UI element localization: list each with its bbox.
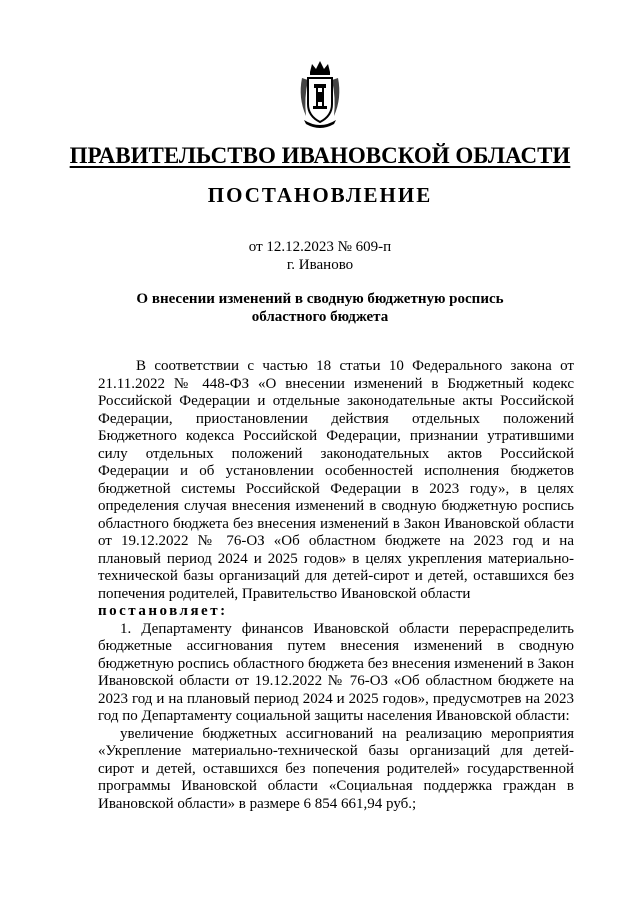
subject-line-1: О внесении изменений в сводную бюджетную роспись: [136, 291, 504, 307]
coat-of-arms-icon: [296, 58, 344, 130]
document-date-number: от 12.12.2023 № 609-п: [248, 239, 392, 255]
document-type: ПОСТАНОВЛЕНИЕ: [207, 183, 433, 207]
preamble-text: В соответствии с частью 18 статьи 10 Федерального закона от 21.11.2022 № 448-ФЗ «О внесении изменений в Бюджетный кодекс Российской Федерации и отдельные законодательные акты Российской Федерации, приостановлении действия отдельных положений Бюджетного кодекса Российской Федерации, признании утратившими силу отдельных положений законодательных актов Российской Федерации и об установлении особенностей исполнения бюджетов бюджетной системы Российской Федерации в 2023 году», в целях определения случая внесения изменений в сводную бюджетную роспись областного бюджета без внесения изменений в Закон Ивановской области от 19.12.2022 № 76-ОЗ «Об областном бюджете на 2023 год и на плановый период 2024 и 2025 годов» в целях укрепления материально-технической базы организаций для детей-сирот и детей, оставшихся без попечения родителей, Правительство Ивановской области: [98, 358, 574, 602]
document-city: г. Иваново: [286, 257, 354, 273]
document-body: [98, 358, 574, 813]
organization-title: [0, 142, 640, 170]
subject-line-2: областного бюджета: [251, 309, 389, 325]
preamble-paragraph: [98, 358, 574, 621]
resolves-word: постановляет:: [98, 603, 228, 619]
item-1-paragraph: 1. Департаменту финансов Ивановской области перераспределить бюджетные ассигнования путем внесения изменений в сводную бюджетную роспись областного бюджета без внесения изменений в Закон Ивановской области от 19.12.2022 № 76-ОЗ «Об областном бюджете на 2023 год и на плановый период 2024 и 2025 годов», предусмотрев на 2023 год по Департаменту социальной защиты населения Ивановской области:: [98, 620, 574, 724]
document-subject: [0, 290, 640, 326]
organization-title-text: ПРАВИТЕЛЬСТВО ИВАНОВСКОЙ ОБЛАСТИ: [69, 143, 571, 168]
item-1-subparagraph: увеличение бюджетных ассигнований на реализацию мероприятия «Укрепление материально-технической базы организаций для детей-сирот и детей, оставшихся без попечения родителей» государственной программы Ивановской области «Социальная поддержка граждан в Ивановской области» в размере 6 854 661,94 руб.;: [98, 725, 574, 812]
